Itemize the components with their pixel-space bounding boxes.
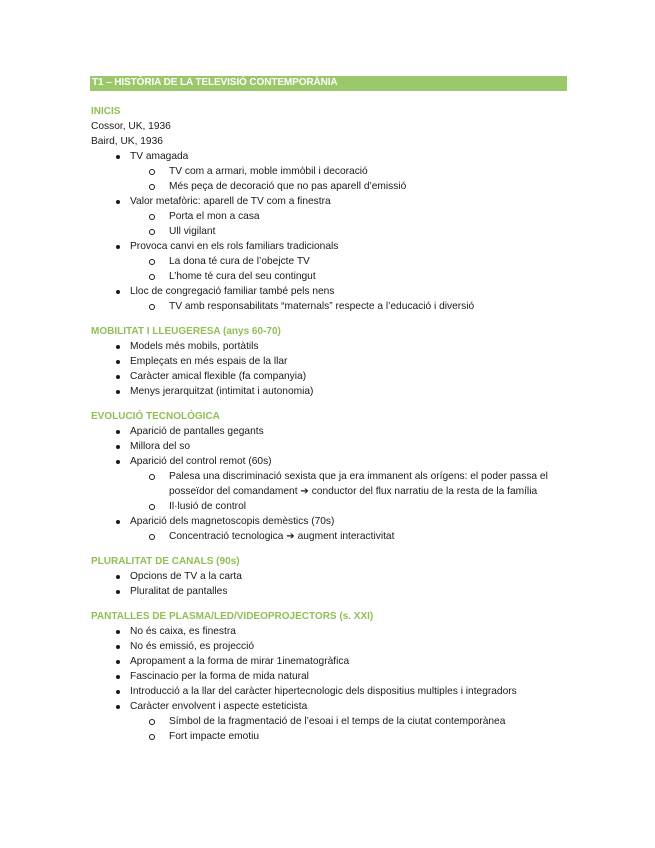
sub-list-item (130, 254, 561, 269)
sub-list (130, 299, 561, 314)
sub-list-item-text: Il·lusió de control (169, 501, 247, 512)
list-item (91, 354, 561, 369)
list-item-text: Millora del so (130, 441, 191, 452)
list-item-text: Introducció a la llar del caràcter hipertecnologic dels dispositius multiples i integradors (130, 686, 517, 697)
sub-list-item (130, 179, 561, 194)
section-heading: MOBILITAT I LLEUGERESA (anys 60-70) (91, 326, 281, 337)
list-item (91, 424, 561, 439)
sub-list-item-text: Símbol de la fragmentació de l’esoai i el temps de la ciutat contemporànea (169, 716, 506, 727)
sub-list-item-text: Més peça de decoració que no pas aparell d’emissió (169, 181, 407, 192)
sub-list-item (130, 499, 561, 514)
section-heading: EVOLUCIÓ TECNOLÒGICA (91, 411, 220, 422)
sub-list-item (130, 469, 561, 499)
list-item (91, 369, 561, 384)
section-heading: INICIS (91, 106, 121, 117)
bullet-list (91, 424, 561, 544)
section-heading: PANTALLES DE PLASMA/LED/VIDEOPROJECTORS (s. XXI) (91, 611, 374, 622)
list-item (91, 149, 561, 194)
list-item (91, 439, 561, 454)
list-item-text: Menys jerarquitzat (intimitat i autonomia) (130, 386, 314, 397)
sub-list-item (130, 224, 561, 239)
list-item-text: Caràcter amical flexible (fa companyia) (130, 371, 307, 382)
section-evolucio (91, 409, 561, 544)
list-item-text: No és emissió, es projecció (130, 641, 254, 652)
sub-list-item (130, 164, 561, 179)
list-item-text: Empleçats en més espais de la llar (130, 356, 288, 367)
text-line: Cossor, UK, 1936 (91, 121, 171, 132)
sub-list-item-text: TV com a armari, moble immòbil i decoració (169, 166, 368, 177)
list-item (91, 569, 561, 584)
section-heading: PLURALITAT DE CANALS (90s) (91, 556, 240, 567)
sub-list (130, 209, 561, 239)
sub-list-item (130, 529, 561, 544)
sub-list-item (130, 269, 561, 284)
sub-list-item (130, 299, 561, 314)
list-item (91, 669, 561, 684)
list-item-text: Opcions de TV a la carta (130, 571, 242, 582)
sub-list-item-text: Palesa una discriminació sexista que ja era immanent als orígens: el poder passa el posseïdor del comandament ➔ conductor del flux narratiu de la resta de la família (169, 471, 548, 497)
list-item-text: Apropament a la forma de mirar 1inematogràfica (130, 656, 350, 667)
list-item-text: Aparició del control remot (60s) (130, 456, 272, 467)
document-body (91, 104, 561, 744)
bullet-list (91, 339, 561, 399)
list-item (91, 194, 561, 239)
bullet-list (91, 569, 561, 599)
sub-list (130, 164, 561, 194)
list-item (91, 284, 561, 314)
list-item-text: Provoca canvi en els rols familiars tradicionals (130, 241, 339, 252)
sub-list-item (130, 729, 561, 744)
text-line: Baird, UK, 1936 (91, 136, 163, 147)
list-item-text: Aparició de pantalles gegants (130, 426, 264, 437)
list-item (91, 654, 561, 669)
list-item-text: Caràcter envolvent i aspecte esteticista (130, 701, 308, 712)
list-item (91, 454, 561, 514)
section-pantalles (91, 609, 561, 744)
list-item (91, 239, 561, 284)
document-title: T1 – HISTÒRIA DE LA TELEVISIÓ CONTEMPORÀNIA (92, 77, 338, 88)
sub-list-item-text: TV amb responsabilitats “maternals” respecte a l’educació i diversió (169, 301, 475, 312)
list-item-text: Fascinacio per la forma de mida natural (130, 671, 309, 682)
list-item-text: Lloc de congregació familiar també pels nens (130, 286, 335, 297)
list-item (91, 384, 561, 399)
list-item-text: Pluralitat de pantalles (130, 586, 228, 597)
sub-list-item-text: Concentració tecnologica ➔ augment interactivitat (169, 531, 395, 542)
sub-list (130, 529, 561, 544)
list-item (91, 514, 561, 544)
sub-list-item-text: Ull vigilant (169, 226, 216, 237)
list-item (91, 339, 561, 354)
sub-list (130, 469, 561, 514)
section-mobilitat (91, 324, 561, 399)
sub-list (130, 254, 561, 284)
section-pluralitat (91, 554, 561, 599)
list-item (91, 624, 561, 639)
title-bar (90, 76, 567, 91)
sub-list-item (130, 714, 561, 729)
list-item-text: Models més mobils, portàtils (130, 341, 259, 352)
list-item (91, 684, 561, 699)
list-item (91, 699, 561, 744)
bullet-list (91, 624, 561, 744)
section-inicis (91, 104, 561, 314)
sub-list (130, 714, 561, 744)
list-item-text: Valor metafòric: aparell de TV com a finestra (130, 196, 331, 207)
sub-list-item-text: Fort impacte emotiu (169, 731, 260, 742)
list-item (91, 584, 561, 599)
sub-list-item (130, 209, 561, 224)
sub-list-item-text: Porta el mon a casa (169, 211, 260, 222)
sub-list-item-text: L’home té cura del seu contingut (169, 271, 316, 282)
list-item-text: Aparició dels magnetoscopis demèstics (70s) (130, 516, 335, 527)
list-item-text: TV amagada (130, 151, 189, 162)
sub-list-item-text: La dona té cura de l’obejcte TV (169, 256, 310, 267)
list-item-text: No és caixa, es finestra (130, 626, 236, 637)
bullet-list (91, 149, 561, 314)
list-item (91, 639, 561, 654)
